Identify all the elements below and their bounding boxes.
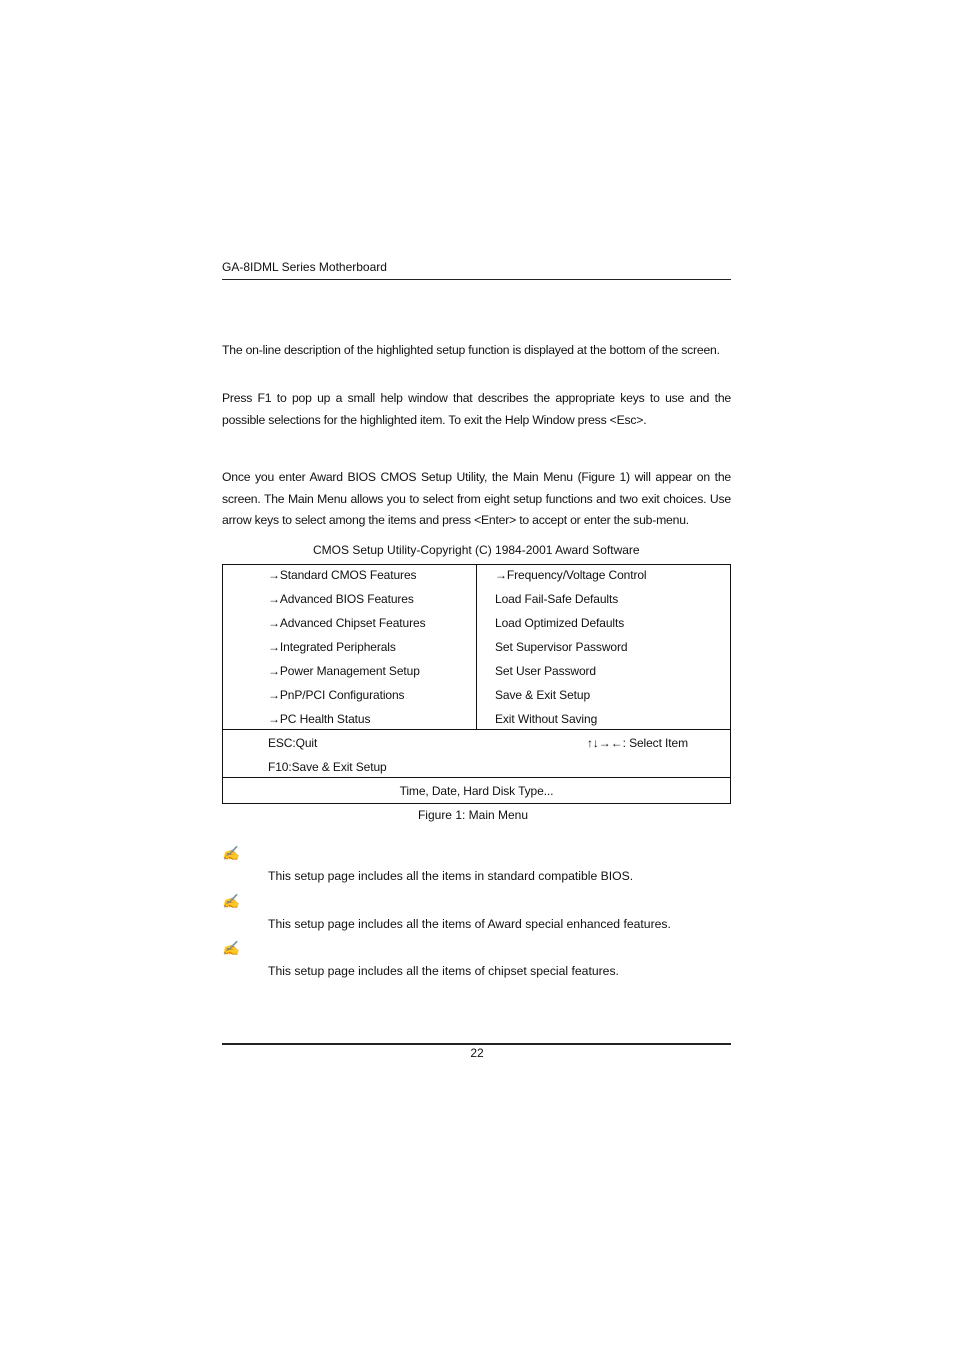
menu-item-load-optimized[interactable]: Load Optimized Defaults xyxy=(495,616,625,630)
menu-item-advanced-bios[interactable]: →Advanced BIOS Features xyxy=(268,592,414,606)
note-standard-cmos: This setup page includes all the items in standard compatible BIOS. xyxy=(268,869,634,883)
header-rule xyxy=(222,279,731,280)
menu-status-line: Time, Date, Hard Disk Type... xyxy=(399,784,554,798)
paragraph-main-menu-intro: Once you enter Award BIOS CMOS Setup Utility, the Main Menu (Figure 1) will appear on the screen. The Main Menu allows you to select from eight setup functions and two exit choices. Use arrow keys to select among the items and press <Enter> to accept or enter the sub-menu. xyxy=(222,470,731,527)
menu-item-supervisor-password[interactable]: Set Supervisor Password xyxy=(495,640,628,654)
page-number: 22 xyxy=(470,1046,484,1060)
paragraph-help-window: Press F1 to pop up a small help window that describes the appropriate keys to use and the possible selections for the highlighted item. To exit the Help Window press <Esc>. xyxy=(222,391,731,427)
pencil-note-icon: ✍ xyxy=(222,845,240,861)
menu-item-save-exit[interactable]: Save & Exit Setup xyxy=(495,688,591,702)
figure-caption: Figure 1: Main Menu xyxy=(417,808,529,822)
page-header-title: GA-8IDML Series Motherboard xyxy=(222,260,387,274)
menu-item-pnp-pci[interactable]: →PnP/PCI Configurations xyxy=(268,688,405,702)
menu-item-pc-health[interactable]: →PC Health Status xyxy=(268,712,371,726)
bios-main-menu xyxy=(222,564,731,804)
menu-item-power-management[interactable]: →Power Management Setup xyxy=(268,664,420,678)
menu-item-load-failsafe[interactable]: Load Fail-Safe Defaults xyxy=(495,592,619,606)
menu-title: CMOS Setup Utility-Copyright (C) 1984-2001 Award Software xyxy=(313,543,640,557)
menu-item-advanced-chipset[interactable]: →Advanced Chipset Features xyxy=(268,616,426,630)
key-hint-f10: F10:Save & Exit Setup xyxy=(268,760,387,774)
key-hint-esc: ESC:Quit xyxy=(268,736,318,750)
key-hint-arrows: ↑↓→←: Select Item xyxy=(587,736,688,750)
pencil-note-icon: ✍ xyxy=(222,893,240,909)
pencil-note-icon: ✍ xyxy=(222,940,240,956)
menu-keys-divider xyxy=(223,729,730,730)
menu-item-exit-without-saving[interactable]: Exit Without Saving xyxy=(495,712,598,726)
menu-item-standard-cmos[interactable]: →Standard CMOS Features xyxy=(268,568,417,582)
menu-status-divider xyxy=(223,777,730,778)
menu-column-divider xyxy=(476,565,477,729)
menu-item-user-password[interactable]: Set User Password xyxy=(495,664,597,678)
footer-rule xyxy=(222,1043,731,1045)
note-advanced-chipset: This setup page includes all the items of chipset special features. xyxy=(268,964,619,978)
menu-item-integrated-peripherals[interactable]: →Integrated Peripherals xyxy=(268,640,396,654)
menu-item-frequency-voltage[interactable]: →Frequency/Voltage Control xyxy=(495,568,647,582)
note-advanced-bios: This setup page includes all the items of Award special enhanced features. xyxy=(268,917,671,931)
paragraph-online-description: The on-line description of the highlighted setup function is displayed at the bottom of the screen. xyxy=(222,343,720,357)
